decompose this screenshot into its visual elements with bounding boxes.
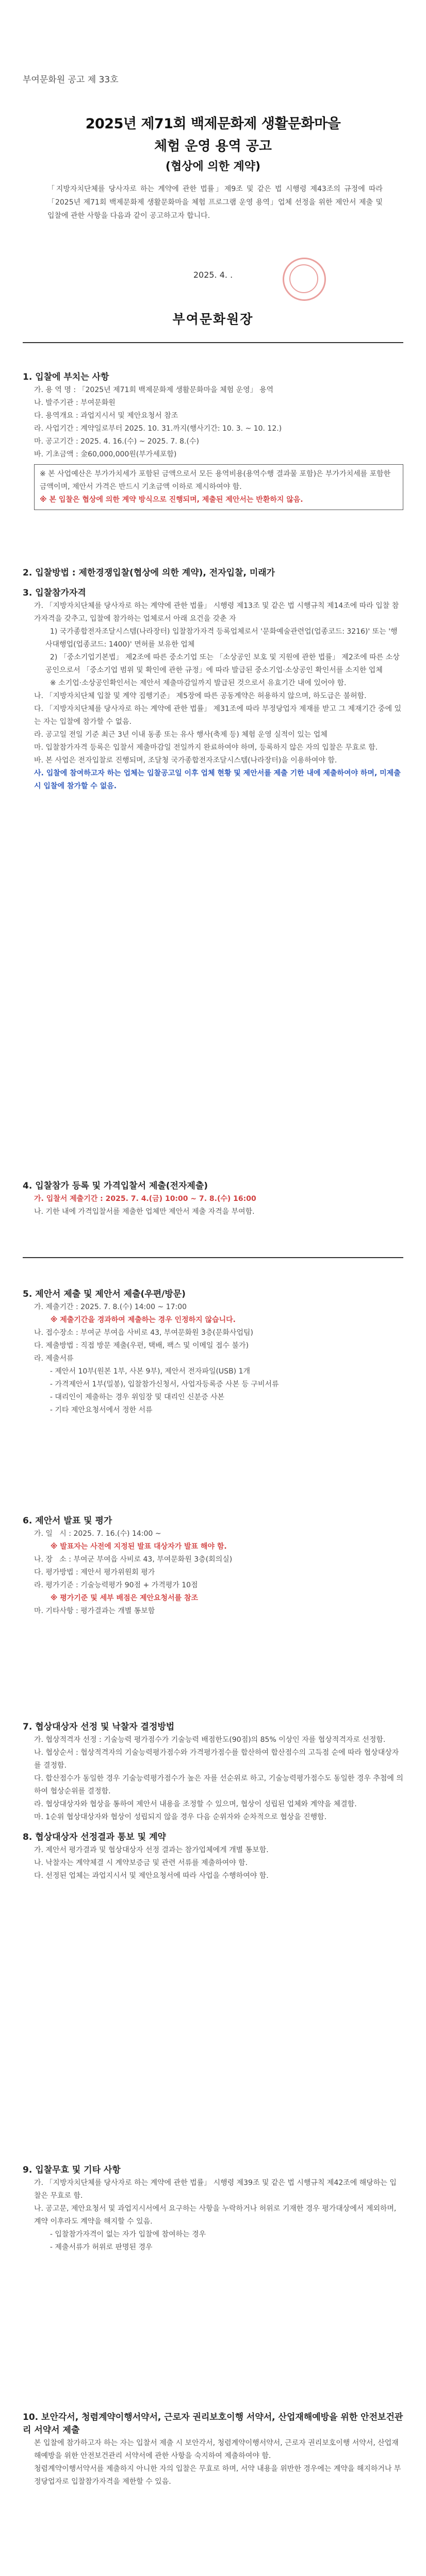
section-6 — [23, 1515, 403, 1618]
title-line-1: 2025년 제71회 백제문화제 생활문화마을 — [85, 116, 341, 132]
list-item: 라. 평가기준 : 기술능력평가 90점 + 가격평가 10점 — [34, 1581, 198, 1589]
announcement-number: 부여문화원 공고 제 33호 — [23, 75, 119, 85]
list-item: 다. 「지방자치단체를 당사자로 하는 계약에 관한 법률」 제31조에 따라 부정당업자 제재를 받고 그 제재기간 중에 있는 자는 입찰에 참가할 수 없음. — [34, 705, 402, 726]
title-line-3: (협상에 의한 계약) — [165, 160, 261, 173]
list-item: 가. 제안서 평가결과 및 협상대상자 선정 결과는 참가업체에게 개별 통보함. — [34, 1846, 269, 1854]
list-item: 다. 제출방법 : 직접 방문 제출(우편, 택배, 팩스 및 이메일 접수 불가) — [34, 1342, 249, 1350]
list-item: 바. 본 사업은 전자입찰로 진행되며, 조달청 국가종합전자조달시스템(나라장터)을 이용하여야 함. — [34, 756, 337, 765]
title-line-2: 체험 운영 용역 공고 — [154, 139, 272, 154]
list-item: 가. 일 시 : 2025. 7. 16.(수) 14:00 ~ — [34, 1530, 161, 1538]
list-item: - 기타 제안요청서에서 정한 서류 — [45, 1406, 153, 1414]
list-item: 가. 제출기간 : 2025. 7. 8.(수) 14:00 ~ 17:00 — [34, 1303, 187, 1311]
list-item: 라. 협상대상자와 협상을 통하여 제안서 내용을 조정할 수 있으며, 협상이 성립된 업체와 계약을 체결함. — [34, 1800, 357, 1808]
intro-paragraph: 「지방자치단체를 당사자로 하는 계약에 관한 법률」제9조 및 같은 법 시행령 제43조의 규정에 따라 「2025년 제71회 백제문화제 생활문화마을 체험 프로그램 운영 용역」업체 선정을 위한 제안서 제출 및 입찰에 관한 사항을 다음과 같이 공고하고자 합니다. — [47, 185, 383, 220]
list-item: ※ 평가기준 및 세부 배점은 제안요청서를 참조 — [45, 1594, 199, 1602]
list-item: 나. 장 소 : 부여군 부여읍 사비로 43, 부여문화원 3층(회의실) — [34, 1555, 233, 1564]
section-7-8 — [23, 1721, 403, 1883]
list-item: 나. 발주기관 : 부여문화원 — [34, 399, 116, 407]
highlight-text: 사. 입찰에 참여하고자 하는 업체는 입찰공고일 이후 업체 현황 및 제안서를 제출 기한 내에 제출하여야 하며, 미제출 시 입찰에 참가할 수 없음. — [34, 769, 403, 790]
list-item: 1) 국가종합전자조달시스템(나라장터) 입찰참가자격 등록업체로서 '문화예술관련업(업종코드: 3216)' 또는 '행사대행업(업종코드: 1400)' 면허를 보유한 업체 — [45, 628, 398, 649]
list-item: 가. 용 역 명 : 「2025년 제71회 백제문화제 생활문화마을 체험 운영」 용역 — [34, 386, 274, 394]
section-2-3 — [23, 567, 403, 793]
list-item: ※ 소기업·소상공인확인서는 제안서 제출마감일까지 발급된 것으로서 유효기간 내에 있어야 함. — [45, 679, 347, 687]
section-4 — [23, 1180, 403, 1218]
list-item: 마. 1순위 협상대상자와 협상이 성립되지 않을 경우 다음 순위자와 순차적으로 협상을 진행함. — [34, 1813, 327, 1821]
list-item: 다. 선정된 업체는 과업지시서 및 제안요청서에 따라 사업을 수행하여야 함. — [34, 1872, 269, 1880]
section-title: 2. 입찰방법 : 제한경쟁입찰(협상에 의한 계약), 전자입찰, 미래가 — [23, 568, 275, 578]
list-item: 마. 기타사항 : 평가결과는 개별 통보함 — [34, 1607, 155, 1615]
list-item: 나. 「지방자치단체 입찰 및 계약 집행기준」 제5장에 따른 공동계약은 허용하지 않으며, 하도급은 불허함. — [34, 692, 367, 700]
section-10 — [23, 2411, 403, 2488]
list-item: - 제안서 10부(원본 1부, 사본 9부), 제안서 전자파일(USB) 1개 — [45, 1367, 251, 1376]
list-item: 나. 낙찰자는 계약체결 시 계약보증금 및 관련 서류를 제출하여야 함. — [34, 1859, 248, 1867]
list-item: 나. 기한 내에 가격입찰서를 제출한 업체만 제안서 제출 자격을 부여함. — [34, 1208, 255, 1216]
section-title: 5. 제안서 제출 및 제안서 제출(우편/방문) — [23, 1289, 186, 1299]
list-item: ※ 제출기간을 경과하여 제출하는 경우 인정하지 않습니다. — [45, 1316, 236, 1324]
list-item: 가. 협상적격자 선정 : 기술능력 평가점수가 기술능력 배점한도(90점)의 85% 이상인 자를 협상적격자로 선정함. — [34, 1736, 386, 1744]
list-item: - 대리인이 제출하는 경우 위임장 및 대리인 신분증 사본 — [45, 1393, 225, 1401]
list-item: 나. 접수장소 : 부여군 부여읍 사비로 43, 부여문화원 3층(문화사업팀) — [34, 1329, 253, 1337]
list-item: 바. 기초금액 : 金60,000,000원(부가세포함) — [34, 450, 177, 459]
section-title: 1. 입찰에 부치는 사항 — [23, 372, 109, 382]
list-item: - 입찰참가자격이 없는 자가 입찰에 참여하는 경우 — [45, 2230, 206, 2239]
list-item: 2) 「중소기업기본법」 제2조에 따른 중소기업 또는 「소상공인 보호 및 지원에 관한 법률」 제2조에 따른 소상공인으로서 「중소기업 범위 및 확인에 관한 규정」에 따라 발급된 중소기업·소상공인 확인서를 소지한 업체 — [45, 653, 400, 674]
section-title: 3. 입찰참가자격 — [23, 588, 86, 598]
section-title: 10. 보안각서, 청렴계약이행서약서, 근로자 권리보호이행 서약서, 산업재해예방을 위한 안전보건관리 서약서 제출 — [23, 2412, 403, 2435]
list-item: 다. 용역개요 : 과업지시서 및 제안요청서 참조 — [34, 412, 178, 420]
paragraph: 청렴계약이행서약서를 제출하지 아니한 자의 입찰은 무효로 하며, 서약 내용을 위반한 경우에는 계약을 해지하거나 부정당업자로 입찰참가자격을 제한할 수 있음. — [34, 2465, 401, 2486]
list-item: ※ 발표자는 사전에 지정된 발표 대상자가 발표 해야 함. — [45, 1543, 227, 1551]
divider — [23, 342, 403, 343]
list-item: 가. 「지방자치단체를 당사자로 하는 계약에 관한 법률」 시행령 제13조 및 같은 법 시행규칙 제14조에 따라 입찰 참가자격을 갖추고, 입찰에 참가하는 업체로서 아래 요건을 갖춘 자 — [34, 602, 399, 623]
list-item: 마. 입찰참가자격 등록은 입찰서 제출마감일 전일까지 완료하여야 하며, 등록하지 않은 자의 입찰은 무효로 함. — [34, 743, 378, 752]
list-item: 나. 협상순서 : 협상적격자의 기술능력평가점수와 가격평가점수를 합산하여 합산점수의 고득점 순에 따라 협상대상자를 결정함. — [34, 1749, 399, 1770]
list-item: 나. 공고문, 제안요청서 및 과업지시서에서 요구하는 사항을 누락하거나 허위로 기재한 경우 평가대상에서 제외하며, 계약 이후라도 계약을 해지할 수 있음. — [34, 2205, 399, 2226]
announcement-date: 2025. 4. . — [193, 270, 233, 280]
section-title: 8. 협상대상자 선정결과 통보 및 계약 — [23, 1832, 166, 1842]
list-item: 가. 입찰서 제출기간 : 2025. 7. 4.(금) 10:00 ~ 7. 8.(수) 16:00 — [34, 1195, 256, 1203]
section-title: 4. 입찰참가 등록 및 가격입찰서 제출(전자제출) — [23, 1181, 208, 1191]
paragraph: 본 입찰에 참가하고자 하는 자는 입찰서 제출 시 보안각서, 청렴계약이행서약서, 근로자 권리보호이행 서약서, 산업재해예방을 위한 안전보건관리 서약서에 관한 사항을 숙지하여 제출하여야 함. — [34, 2439, 399, 2460]
section-title: 6. 제안서 발표 및 평가 — [23, 1516, 112, 1526]
section-title: 7. 협상대상자 선정 및 낙찰자 결정방법 — [23, 1722, 175, 1732]
list-item: 가. 「지방자치단체를 당사자로 하는 계약에 관한 법률」 시행령 제39조 및 같은 법 시행규칙 제42조에 해당하는 입찰은 무효로 함. — [34, 2179, 397, 2200]
section-5 — [23, 1288, 403, 1417]
list-item: 라. 공고일 전일 기준 최근 3년 이내 동종 또는 유사 행사(축제 등) 체험 운영 실적이 있는 업체 — [34, 731, 327, 739]
notice-box — [34, 464, 403, 510]
issuer-name: 부여문화원장 — [172, 312, 254, 327]
list-item: 라. 제출서류 — [34, 1354, 74, 1363]
list-item: 다. 평가방법 : 제안서 평가위원회 평가 — [34, 1568, 155, 1577]
list-item: - 제출서류가 허위로 판명된 경우 — [45, 2243, 153, 2251]
list-item: 마. 공고기간 : 2025. 4. 16.(수) ~ 2025. 7. 8.(수) — [34, 437, 199, 446]
notice-text: ※ 본 사업예산은 부가가치세가 포함된 금액으로서 모든 용역비용(용역수행 결과물 포함)은 부가가치세를 포함한 금액이며, 제안서 가격은 반드시 기초금액 이하로 제시하여야 함. — [40, 470, 393, 491]
section-9 — [23, 2164, 403, 2254]
section-title: 9. 입찰무효 및 기타 사항 — [23, 2165, 121, 2175]
divider — [23, 1257, 403, 1258]
notice-text-red: ※ 본 입찰은 협상에 의한 계약 방식으로 진행되며, 제출된 제안서는 반환하지 않음. — [40, 496, 303, 504]
list-item: 라. 사업기간 : 계약일로부터 2025. 10. 31.까지(행사기간: 10. 3. ~ 10. 12.) — [34, 425, 282, 433]
title-block — [76, 112, 350, 174]
list-item: - 가격제안서 1부(밀봉), 입찰참가신청서, 사업자등록증 사본 등 구비서류 — [45, 1380, 279, 1388]
list-item: 다. 합산점수가 동일한 경우 기술능력평가점수가 높은 자를 선순위로 하고, 기술능력평가점수도 동일한 경우 추첨에 의하여 협상순위를 결정함. — [34, 1774, 403, 1795]
section-1 — [23, 371, 403, 513]
